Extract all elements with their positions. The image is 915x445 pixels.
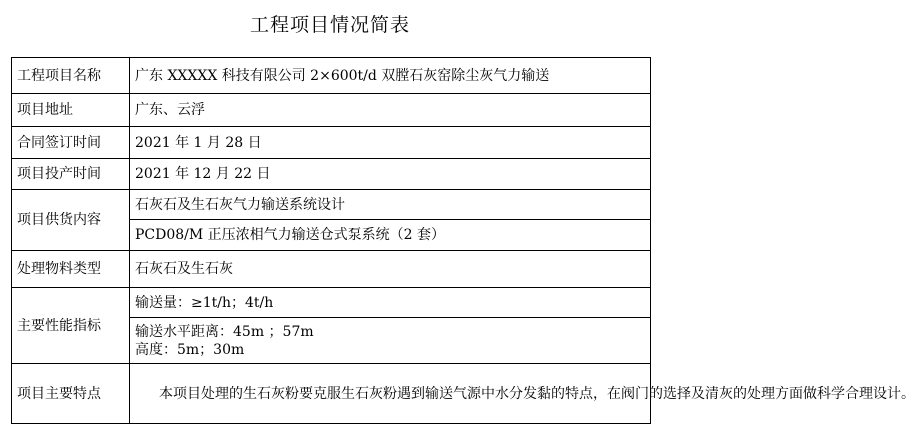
table-row-supply-content-1 bbox=[12, 190, 651, 220]
row-value: 2021 年 1 月 28 日 bbox=[130, 127, 651, 159]
row-value: 广东 XXXXX 科技有限公司 2×600t/d 双膛石灰窑除尘灰气力输送 bbox=[130, 58, 651, 94]
row-value: 石灰石及生石灰 bbox=[130, 251, 651, 288]
row-label: 项目地址 bbox=[12, 94, 130, 127]
table-row-project-name bbox=[12, 58, 651, 94]
project-info-table bbox=[11, 57, 915, 424]
row-value: 广东、云浮 bbox=[130, 94, 651, 127]
table-row-commission-date bbox=[12, 159, 651, 190]
row-value: PCD08/M 正压浓相气力输送仓式泵系统（2 套） bbox=[130, 220, 651, 251]
features-paragraph: 本项目处理的生石灰粉要克服生石灰粉遇到输送气源中水分发黏的特点，在阀门的选择及清灰的处理方面做科学合理设计。 bbox=[130, 364, 651, 424]
row-label: 项目主要特点 bbox=[12, 364, 130, 424]
row-label: 合同签订时间 bbox=[12, 127, 130, 159]
table-row-contract-date bbox=[12, 127, 651, 159]
row-value: 2021 年 12 月 22 日 bbox=[130, 159, 651, 190]
table-row-performance-1 bbox=[12, 288, 651, 318]
row-label: 工程项目名称 bbox=[12, 58, 130, 94]
row-label: 项目投产时间 bbox=[12, 159, 130, 190]
table-row-material-type bbox=[12, 251, 651, 288]
performance-height: 高度：5m；30m bbox=[135, 341, 245, 358]
document-title: 工程项目情况简表 bbox=[249, 14, 410, 36]
performance-distance: 输送水平距离：45m ；57m bbox=[135, 323, 314, 340]
row-label: 主要性能指标 bbox=[12, 288, 130, 364]
row-value-multiline bbox=[130, 318, 651, 364]
row-label: 处理物料类型 bbox=[12, 251, 130, 288]
row-value: 石灰石及生石灰气力输送系统设计 bbox=[130, 190, 651, 220]
table-row-features bbox=[12, 364, 651, 424]
table-row-address bbox=[12, 94, 651, 127]
row-value: 输送量：≥1t/h；4t/h bbox=[130, 288, 651, 318]
row-label: 项目供货内容 bbox=[12, 190, 130, 251]
